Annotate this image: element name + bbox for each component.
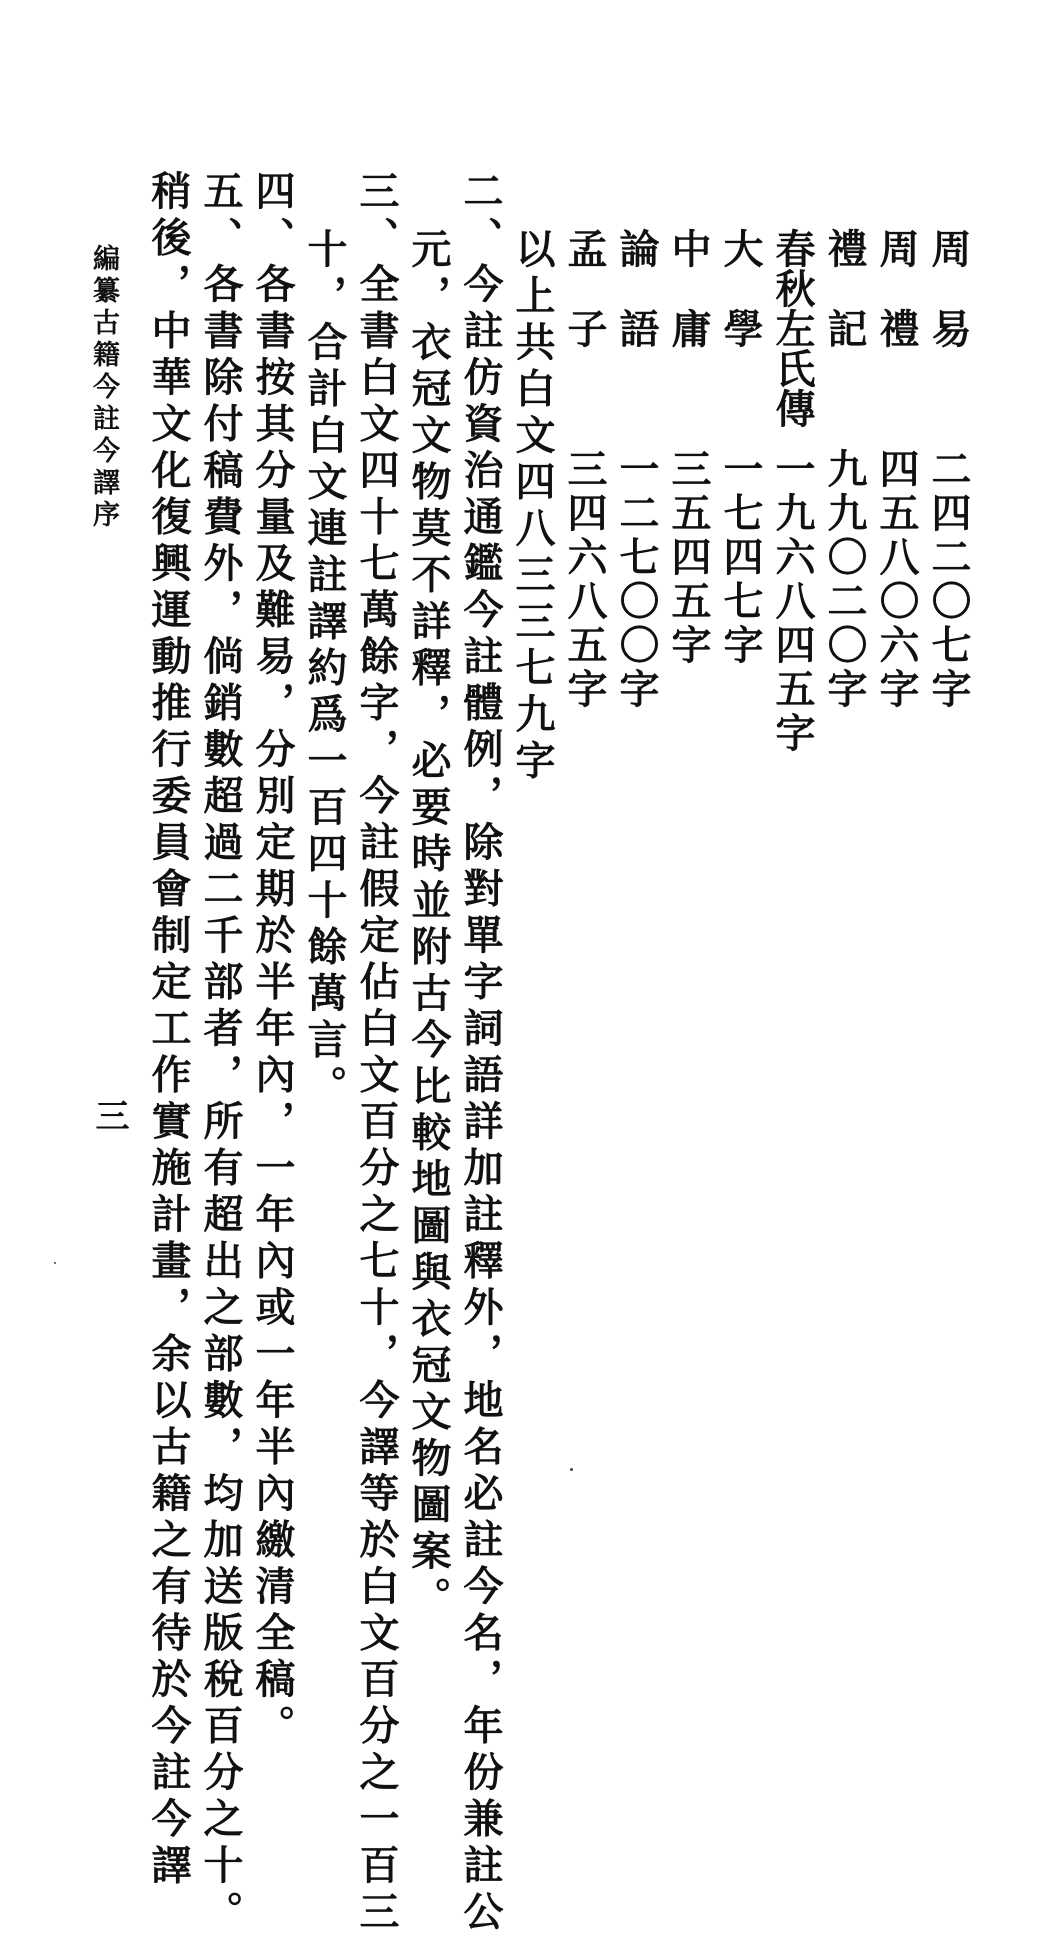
entry-title: 孟 子	[561, 228, 608, 348]
page-number: 三	[89, 1098, 129, 1132]
entry-count: 二四二〇七字	[925, 448, 972, 712]
entry-count: 三五四五字	[665, 448, 712, 668]
entry-title: 大 學	[717, 228, 764, 348]
entry-count: 九九〇二〇字	[821, 448, 868, 712]
entry-title: 周 易	[925, 228, 972, 348]
item-5-line-1: 五、各書除付稿費外，倘銷數超過二千部者，所有超出之部數，均加送版稅百分之十。	[197, 170, 244, 1937]
entry-title: 禮 記	[821, 228, 868, 348]
running-title: 編纂古籍今註今譯序	[88, 244, 119, 532]
entry-title: 論 語	[613, 228, 660, 348]
item-3-line-2: 十，合計白文連註譯約爲一百四十餘萬言。	[301, 228, 348, 1112]
item-4-line-1: 四、各書按其分量及難易，分別定期於半年內，一年內或一年半內繳清全稿。	[249, 170, 296, 1751]
closing-line: 稍後，中華文化復興運動推行委員會制定工作實施計畫，余以古籍之有待於今註今譯	[145, 170, 192, 1891]
item-2-line-1: 二、今註仿資治通鑑今註體例，除對單字詞語詳加註釋外，地名必註今名，年份兼註公	[457, 170, 504, 1937]
entry-count: 三四六八五字	[561, 448, 608, 712]
item-3-line-1: 三、全書白文四十七萬餘字，今註假定佔白文百分之七十，今譯等於白文百分之一百三	[353, 170, 400, 1937]
entry-count: 四五八〇六字	[873, 448, 920, 712]
entry-count: 一二七〇〇字	[613, 448, 660, 712]
entry-title: 周 禮	[873, 228, 920, 348]
scan-speck	[54, 1262, 56, 1264]
entry-count: 一九六八四五字	[769, 448, 816, 756]
item-2-line-2: 元，衣冠文物莫不詳釋，必要時並附古今比較地圖與衣冠文物圖案。	[405, 228, 452, 1623]
entry-title: 中 庸	[665, 228, 712, 348]
total-line: 以上共白文四八三三七九字	[509, 228, 556, 786]
entry-title: 春秋左氏傳	[769, 228, 816, 428]
scan-speck	[570, 1468, 573, 1471]
entry-count: 一七四七字	[717, 448, 764, 668]
